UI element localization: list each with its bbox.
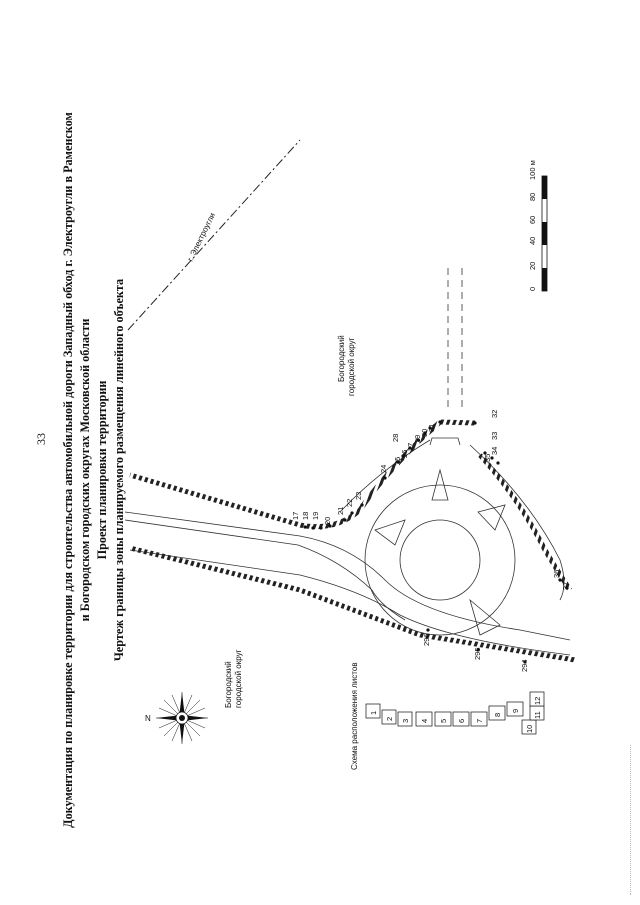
scale-tick-20: 20 (528, 261, 537, 270)
point-label: 27 (406, 442, 415, 451)
point-label: 25 (393, 456, 402, 465)
point-label: 32 (490, 409, 499, 418)
sheet-number: 7 (475, 718, 484, 723)
point-label: 36 (552, 569, 561, 578)
point-label: 294 (520, 659, 529, 672)
point-label: 28 (391, 433, 400, 442)
point-label: 37 (561, 581, 570, 590)
town-label: г. Электроугли (185, 211, 218, 263)
point-label: 26 (400, 449, 409, 458)
point-label: 20 (323, 516, 332, 525)
sheet-number: 8 (493, 712, 502, 717)
point-label: 24 (379, 464, 388, 473)
point-label: 17 (291, 511, 300, 520)
sheet-number: 1 (369, 710, 378, 715)
point-label: 34 (490, 446, 499, 455)
title-line-3: Проект планировки территории (95, 380, 109, 560)
point-label: 296 (422, 633, 431, 646)
point-label: 30 (420, 428, 429, 437)
sheet-number: 2 (385, 716, 394, 721)
boundary-point-labels (291, 410, 570, 672)
point-label: 19 (311, 511, 320, 520)
north-label: N (145, 714, 151, 723)
title-line-2: и Богородском городских округах Московской области (78, 318, 92, 622)
scale-tick-80: 80 (528, 192, 537, 201)
sheet-layout-title: Схема расположения листов (350, 662, 359, 770)
page-number: 33 (34, 433, 48, 445)
sheet-number: 6 (457, 718, 466, 723)
sheet-number: 3 (401, 718, 410, 723)
boundary-point-markers (303, 420, 568, 663)
point-label: 22 (345, 498, 354, 507)
zone-boundary (130, 422, 575, 660)
footer-line (630, 745, 635, 895)
scale-tick-0: 0 (528, 286, 537, 291)
planned-road-dashed (448, 268, 462, 410)
compass-rose-icon (145, 692, 208, 744)
district-label-top-line-1: Богородский (337, 335, 346, 382)
sheet-number: 10 (525, 724, 534, 733)
scale-tick-40: 40 (528, 236, 537, 245)
point-label: 23 (354, 491, 363, 500)
point-label: 18 (301, 511, 310, 520)
point-label: 35 (483, 453, 492, 462)
sheet-number: 12 (533, 696, 542, 705)
point-label: 21 (336, 506, 345, 515)
sheet-number: 11 (533, 711, 542, 719)
point-label: 31 (427, 423, 436, 432)
sheet-layout-schematic (350, 662, 544, 770)
point-label: 295 (473, 647, 482, 660)
sheet-number: 9 (511, 708, 520, 713)
title-line-1: Документация по планировке территории для строительства автомобильной дороги Западный обход г. Электроугли в Раменском (61, 112, 75, 828)
district-label-left-line-2: городской округ (234, 649, 243, 708)
road-edges (125, 440, 570, 655)
scale-tick-100: 100 м (528, 160, 537, 180)
sheet-number: 4 (420, 718, 429, 723)
railway-line (128, 140, 300, 330)
district-label-top-line-2: городской округ (347, 337, 356, 396)
point-label: 29 (413, 434, 422, 443)
sheet-number: 5 (439, 718, 448, 723)
point-label: 33 (490, 431, 499, 440)
scale-bar (528, 160, 547, 291)
traffic-islands (375, 470, 505, 635)
title-line-4: Чертеж границы зоны планируемого размещения линейного объекта (112, 278, 126, 662)
scale-tick-60: 60 (528, 215, 537, 224)
district-label-left-line-1: Богородский (224, 661, 233, 708)
